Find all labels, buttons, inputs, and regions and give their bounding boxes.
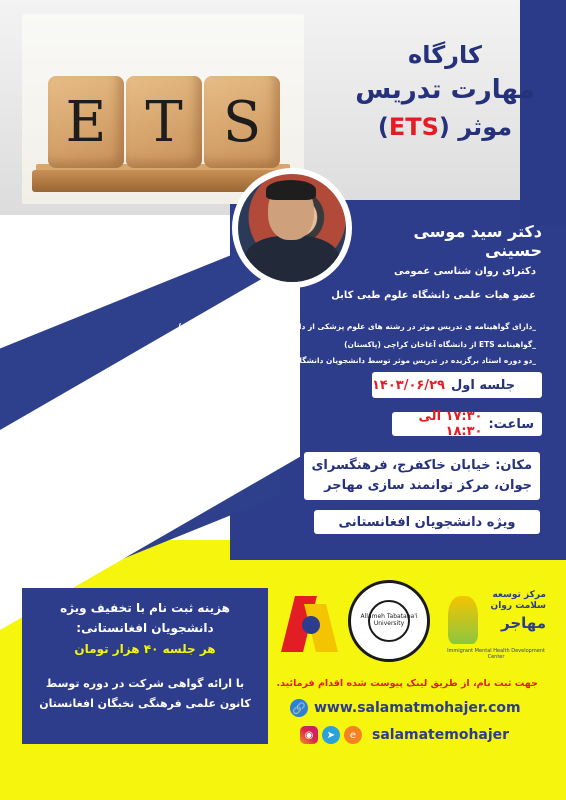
speaker-name: دکتر سید موسی حسینی — [413, 222, 542, 260]
instagram-icon[interactable]: ◉ — [300, 726, 318, 744]
speaker-suit — [244, 236, 340, 282]
title-accent: ETS — [388, 113, 439, 141]
eitaa-icon[interactable]: e — [344, 726, 362, 744]
social-links — [300, 724, 540, 746]
speaker-certificate: _گواهینامه ETS از دانشگاه آغاخان کراچی (پاکستان) — [344, 340, 536, 349]
title-line-2: مهارت تدریس — [355, 75, 535, 105]
fee-price: هر جلسه ۴۰ هزار تومان — [74, 642, 216, 656]
fee-line-1: هزینه ثبت نام با تخفیف ویژه — [60, 601, 230, 615]
fee-line-5: کانون علمی فرهنگی نخبگان افغانستان — [39, 697, 251, 710]
speaker-certificate: _دو دوره استاد برگزیده در تدریس موثر توسط دانشجویان دانشگاه علوم پزشکی کابل — [225, 356, 536, 365]
tabatabai-university-logo — [348, 580, 430, 662]
social-handle[interactable]: salamatemohajer — [372, 727, 510, 743]
mohajer-figure-icon — [448, 596, 478, 644]
location-line-2: جوان، مرکز توانمند سازی مهاجر — [324, 478, 532, 493]
session-date: ۱۴۰۳/۰۶/۲۹ — [372, 377, 445, 393]
time-value: ۱۷:۳۰ الی ۱۸:۳۰ — [418, 409, 483, 439]
mohajer-logo-english: Immigrant Mental Health Development Center — [447, 648, 545, 660]
website-link[interactable] — [290, 697, 540, 719]
logo-shape-navy — [302, 616, 320, 634]
fee-line-4: با ارائه گواهی شرکت در دوره توسط — [45, 677, 245, 690]
website-url[interactable]: www.salamatmohajer.com — [314, 700, 521, 716]
speaker-certificate: _دارای گواهینامه ی تدریس موثر در رشته های علوم پزشکی از دانشگاه علوم پزشکی توکیو (ژاپن) — [178, 322, 536, 331]
link-icon: 🔗 — [290, 699, 308, 717]
speaker-hair — [266, 180, 316, 200]
speaker-faculty: عضو هیات علمی دانشگاه علوم طبی کابل — [331, 290, 536, 301]
mohajer-center-logo — [446, 590, 546, 660]
workshop-title — [350, 40, 540, 144]
session-label: جلسه اول — [450, 377, 516, 393]
cube-letter-t: T — [126, 76, 202, 168]
audience-label: ویژه دانشجویان افغانستانی — [314, 510, 540, 534]
cube-letter-s: S — [204, 76, 280, 168]
university-name: Allameh Tabataba'i University — [360, 613, 418, 627]
speaker-degree: دکترای روان شناسی عمومی — [394, 266, 536, 277]
title-line-3 — [350, 110, 540, 144]
mohajer-logo-brand: مهاجر — [501, 614, 546, 632]
title-prefix: موثر ( — [438, 113, 513, 141]
telegram-icon[interactable]: ➤ — [322, 726, 340, 744]
fee-line-2: دانشجویان افغانستانی: — [76, 621, 214, 635]
speaker-photo — [238, 174, 346, 282]
title-line-1: کارگاه — [408, 41, 482, 69]
cube-letter-e: E — [48, 76, 124, 168]
time-info — [392, 409, 542, 439]
registration-note: جهت ثبت نام، از طریق لینک پیوست شده اقدام فرمائید. — [276, 678, 538, 689]
session-info — [372, 372, 542, 398]
fee-panel — [22, 588, 268, 744]
location-line-1: مکان: خیابان خاکفرج، فرهنگسرای — [311, 458, 532, 473]
time-label: ساعت: — [488, 416, 534, 432]
location-info — [304, 452, 540, 500]
mohajer-logo-title: مرکز توسعه سلامت روان — [490, 590, 546, 611]
title-suffix: ) — [377, 113, 389, 141]
elite-center-logo — [288, 596, 340, 652]
